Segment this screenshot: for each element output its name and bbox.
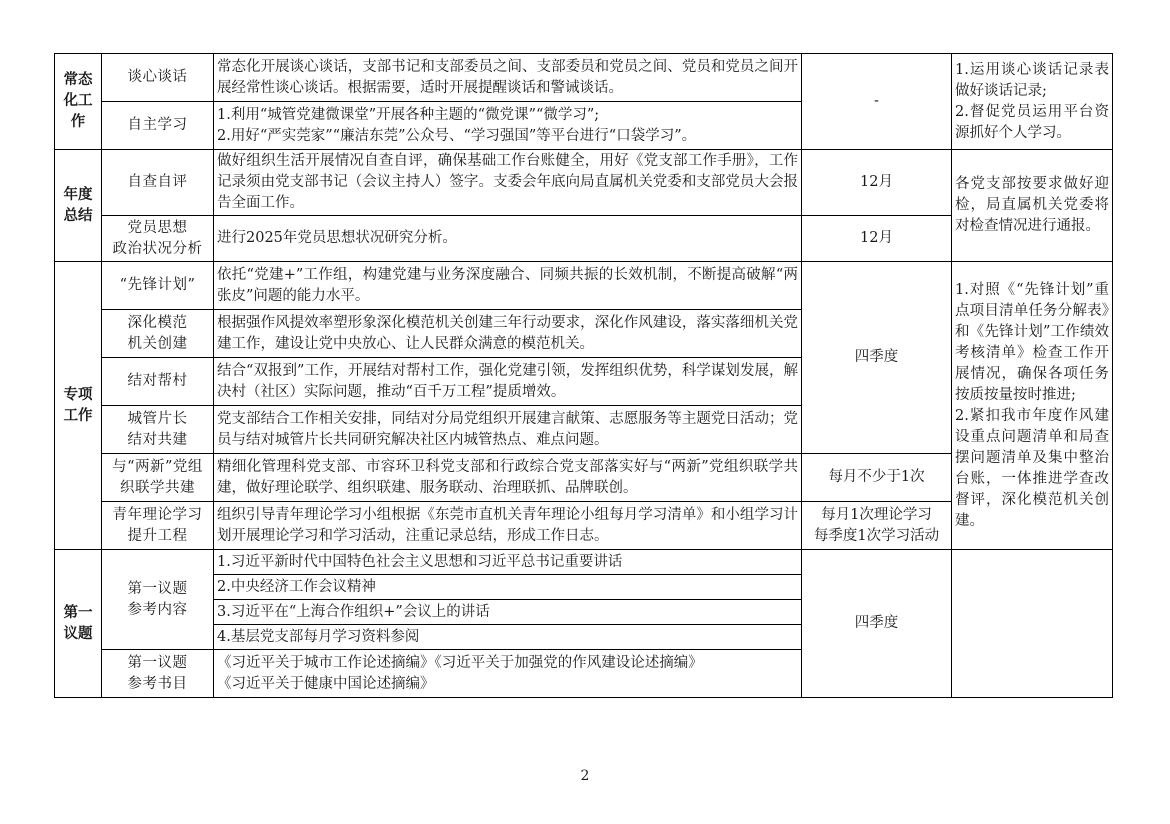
table-row	[55, 262, 1113, 310]
item-cell: 自主学习	[102, 102, 214, 150]
content-cell: 组织引导青年理论学习小组根据《东莞市直机关青年理论小组每月学习清单》和小组学习计划开展理论学习和学习活动，注重记录总结，形成工作日志。	[214, 502, 802, 550]
item-cell: 第一议题 参考书目	[102, 650, 214, 698]
content-cell: 结合“双报到”工作，开展结对帮村工作，强化党建引领，发挥组织优势，科学谋划发展，解决村（社区）实际问题，推动“百千万工程”提质增效。	[214, 358, 802, 406]
time-cell: 12月	[802, 150, 952, 216]
item-cell: 青年理论学习 提升工程	[102, 502, 214, 550]
item-cell: 第一议题 参考内容	[102, 550, 214, 650]
category-cell: 第一 议题	[55, 550, 102, 698]
content-cell: 进行2025年党员思想状况研究分析。	[214, 216, 802, 262]
item-cell: 深化模范 机关创建	[102, 310, 214, 358]
item-cell: 与“两新”党组 织联学共建	[102, 454, 214, 502]
category-cell: 常态 化工 作	[55, 54, 102, 150]
requirement-cell: 各党支部按要求做好迎检，局直属机关党委将对检查情况进行通报。	[952, 150, 1113, 262]
content-cell: 1.习近平新时代中国特色社会主义思想和习近平总书记重要讲话	[214, 550, 802, 575]
item-cell: 城管片长 结对共建	[102, 406, 214, 454]
time-cell: 每月1次理论学习 每季度1次学习活动	[802, 502, 952, 550]
time-cell: 每月不少于1次	[802, 454, 952, 502]
content-cell: 党支部结合工作相关安排，同结对分局党组织开展建言献策、志愿服务等主题党日活动；党员与结对城管片长共同研究解决社区内城管热点、难点问题。	[214, 406, 802, 454]
category-cell: 年度 总结	[55, 150, 102, 262]
content-cell: 做好组织生活开展情况自查自评，确保基础工作台账健全，用好《党支部工作手册》，工作记录须由党支部书记（会议主持人）签字。支委会年底向局直属机关党委和支部党员大会报告全面工作。	[214, 150, 802, 216]
table-row	[55, 150, 1113, 216]
work-plan-table	[54, 53, 1113, 698]
item-cell: 谈心谈话	[102, 54, 214, 102]
content-cell: 根据强作风提效率塑形象深化模范机关创建三年行动要求，深化作风建设，落实落细机关党建工作，建设让党中央放心、让人民群众满意的模范机关。	[214, 310, 802, 358]
item-cell: 党员思想 政治状况分析	[102, 216, 214, 262]
requirement-cell: 1.对照《“先锋计划”重点项目清单任务分解表》和《先锋计划”工作绩效考核清单》检查工作开展情况，确保各项任务按质按量按时推进; 2.紧扣我市年度作风建设重点问题清单和局查摆问题清单及集中整治台账，一体推进学查改督评，深化模范机关创建。	[952, 262, 1113, 550]
category-cell: 专项 工作	[55, 262, 102, 550]
requirement-cell	[952, 550, 1113, 698]
time-cell: -	[802, 54, 952, 150]
content-cell: 4.基层党支部每月学习资料参阅	[214, 625, 802, 650]
content-cell: 《习近平关于城市工作论述摘编》《习近平关于加强党的作风建设论述摘编》 《习近平关于健康中国论述摘编》	[214, 650, 802, 698]
content-cell: 常态化开展谈心谈话，支部书记和支部委员之间、支部委员和党员之间、党员和党员之间开展经常性谈心谈话。根据需要，适时开展提醒谈话和警诫谈话。	[214, 54, 802, 102]
item-cell: “先锋计划”	[102, 262, 214, 310]
item-cell: 自查自评	[102, 150, 214, 216]
table-row	[55, 54, 1113, 102]
requirement-cell: 1.运用谈心谈话记录表做好谈话记录; 2.督促党员运用平台资源抓好个人学习。	[952, 54, 1113, 150]
content-cell: 3.习近平在“上海合作组织+”会议上的讲话	[214, 600, 802, 625]
table-row	[55, 550, 1113, 575]
content-cell: 1.利用“城管党建微课堂”开展各种主题的“微党课”“微学习”; 2.用好“严实莞家”“廉洁东莞”公众号、“学习强国”等平台进行“口袋学习”。	[214, 102, 802, 150]
time-cell: 12月	[802, 216, 952, 262]
content-cell: 依托“党建+”工作组，构建党建与业务深度融合、同频共振的长效机制，不断提高破解“两张皮”问题的能力水平。	[214, 262, 802, 310]
content-cell: 2.中央经济工作会议精神	[214, 575, 802, 600]
item-cell: 结对帮村	[102, 358, 214, 406]
page-number: 2	[580, 768, 590, 784]
content-cell: 精细化管理科党支部、市容环卫科党支部和行政综合党支部落实好与“两新”党组织联学共建，做好理论联学、组织联建、服务联动、治理联抓、品牌联创。	[214, 454, 802, 502]
time-cell: 四季度	[802, 550, 952, 698]
time-cell: 四季度	[802, 262, 952, 454]
